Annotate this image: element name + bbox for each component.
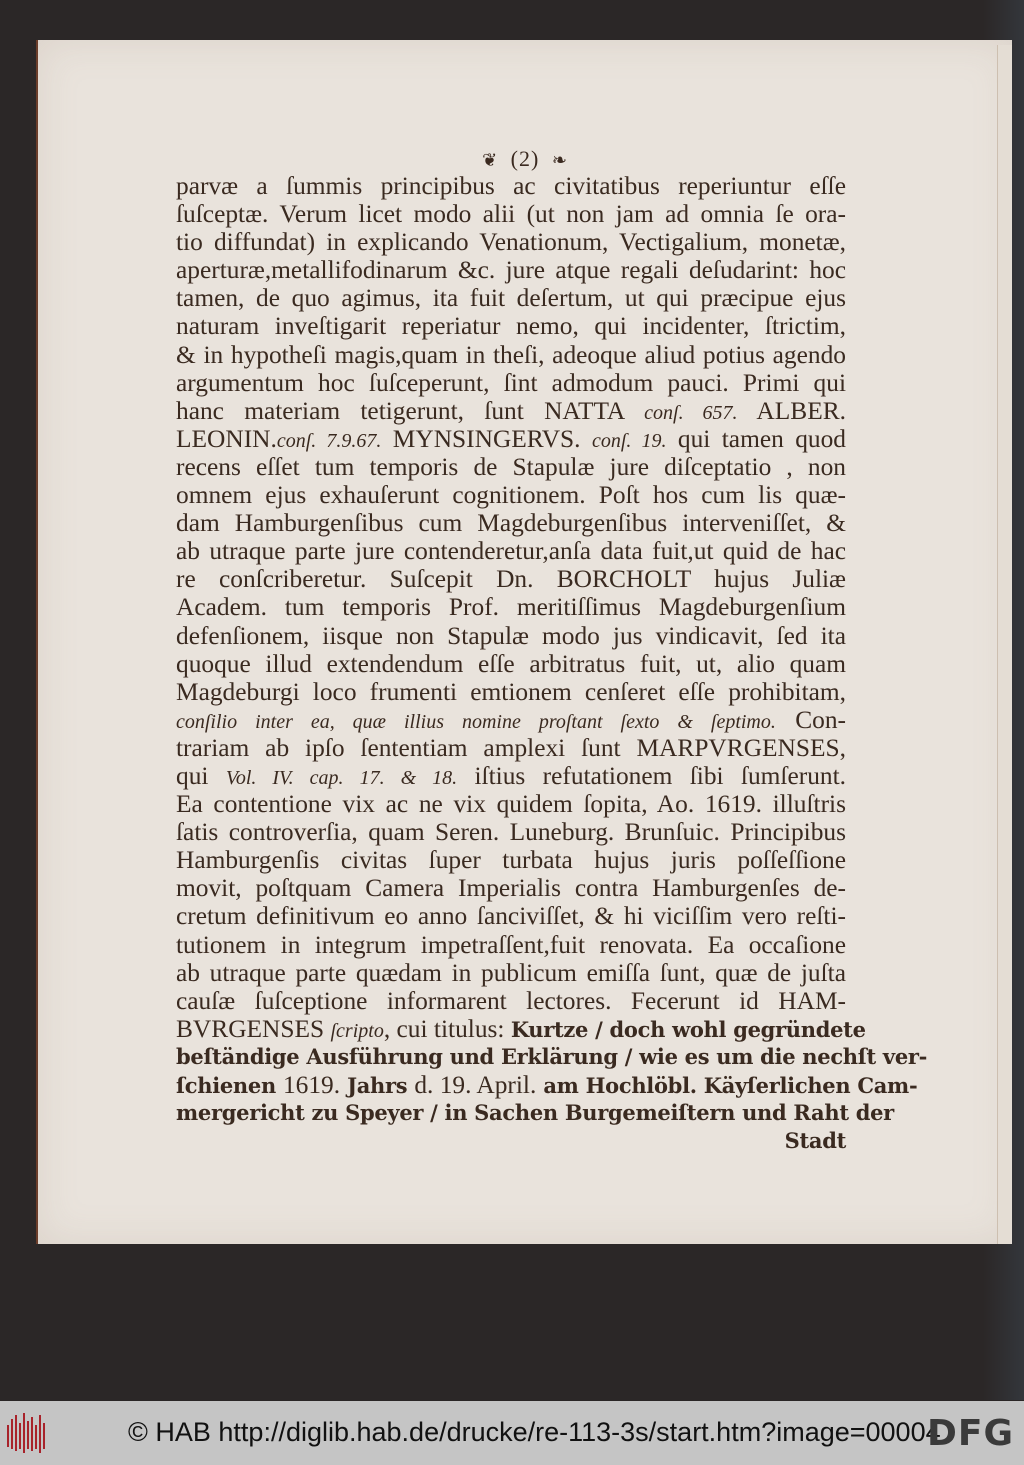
text-segment: qui tamen quod <box>666 424 846 453</box>
text-line: Ea contentione vix ac ne vix quidem ſopita, Ao. 1619. illuſtris <box>176 790 846 819</box>
text-line: & in hypotheſi magis,quam in theſi, adeoque aliud potius agendo <box>176 340 846 369</box>
citation: conſ. 657. <box>644 401 738 424</box>
text-line: ab utraque parte jure contenderetur,anſa data fuit,ut quid de hac <box>176 537 846 566</box>
fraktur-title: Jahrs <box>340 1073 415 1098</box>
text-segment: ALBER. <box>737 396 846 425</box>
text-line: naturam inveſtigarit reperiatur nemo, qui incidenter, ſtrictim, <box>176 312 846 341</box>
text-line: tio diffundat) in explicando Venationum, Vectigalium, monetæ, <box>176 228 846 257</box>
text-line: argumentum hoc ſuſceperunt, ſint admodum pauci. Primi qui <box>176 368 846 397</box>
text-line <box>176 425 846 453</box>
text-segment: LEONIN. <box>176 424 277 453</box>
text-line: defenſionem, iisque non Stapulæ modo jus vindicavit, ſed ita <box>176 621 846 650</box>
catchword: Stadt <box>784 1128 846 1154</box>
text-line: cauſæ ſuſceptione informarent lectores. Fecerunt id HAM- <box>176 986 846 1015</box>
text-line <box>176 1014 866 1043</box>
text-line: tamen, de quo agimus, ita fuit deſertum, ut qui præcipue ejus <box>176 284 846 313</box>
text-line: recens eſſet tum temporis de Stapulæ jure diſceptatio , non <box>176 452 846 481</box>
text-segment: iſtius refutationem ſibi ſumſerunt. <box>457 761 846 790</box>
text-line: cretum definitivum eo anno ſanciviſſet, & hi viciſſim vero reſti- <box>176 902 846 931</box>
text-segment: BVRGENSES <box>176 1014 331 1043</box>
citation: Vol. IV. cap. 17. & 18. <box>225 766 458 789</box>
citation: ſcripto <box>330 1019 384 1042</box>
text-line: tutionem in integrum impetraſſent,fuit renovata. Ea occaſione <box>176 930 846 959</box>
hab-barcode-logo-icon <box>6 1411 46 1455</box>
copyright-url-link[interactable]: © HAB http://diglib.hab.de/drucke/re-113-3s/start.htm?image=00004 <box>128 1417 941 1447</box>
text-segment: d. 19. April. <box>414 1071 537 1099</box>
text-segment: Con- <box>775 705 846 734</box>
dfg-logo: DFG <box>926 1413 1014 1454</box>
body-text <box>176 172 928 1155</box>
text-segment: 1619. <box>282 1071 341 1099</box>
fraktur-title: ſchienen <box>176 1073 283 1098</box>
text-line: re conſcriberetur. Suſcepit Dn. BORCHOLT hujus Juliæ <box>176 565 846 594</box>
text-segment: MYNSINGERVS. <box>381 424 592 453</box>
citation: conſ. 19. <box>591 429 667 452</box>
text-line: Hamburgenſis civitas ſuper turbata hujus juris poſſeſſione <box>176 846 846 875</box>
text-line: ab utraque parte quædam in publicum emiſſa ſunt, quæ de juſta <box>176 958 846 987</box>
page-fold-line <box>997 45 998 1244</box>
text-line: trariam ab ipſo ſententiam amplexi ſunt MARPVRGENSES, <box>176 733 846 762</box>
text-line: omnem ejus exhauſerunt cognitionem. Poſt hos cum lis quæ- <box>176 481 846 510</box>
citation: conſilio inter ea, quæ illius nomine proſtant ſexto & ſeptimo. <box>176 710 776 733</box>
text-line <box>176 397 846 425</box>
text-segment: qui <box>176 761 226 790</box>
text-segment: , cui titulus: <box>383 1014 511 1043</box>
text-line <box>176 1071 918 1099</box>
page-number-header <box>38 146 1012 172</box>
text-line: quoque illud extendendum eſſe arbitratus fuit, ut, alio quam <box>176 649 846 678</box>
fraktur-title: Kurtze / doch wohl gegründete <box>510 1016 866 1042</box>
text-line: dam Hamburgenſibus cum Magdeburgenſibus interveniſſet, & <box>176 509 846 538</box>
fleuron-left-icon: ❦ <box>482 150 499 171</box>
fraktur-title: am Hochlöbl. Käyſerlichen Cam- <box>536 1073 918 1098</box>
footer-bar <box>0 1401 1024 1465</box>
text-line: Academ. tum temporis Prof. meritiſſimus Magdeburgenſium <box>176 593 846 622</box>
text-line: movit, poſtquam Camera Imperialis contra Hamburgenſes de- <box>176 874 846 903</box>
text-line: Magdeburgi loco frumenti emtionem cenſeret eſſe prohibitam, <box>176 677 846 706</box>
fraktur-title-line: mergericht zu Speyer / in Sachen Burgemeiſtern und Raht der <box>176 1100 894 1126</box>
book-page <box>36 40 1012 1244</box>
text-line: parvæ a ſummis principibus ac civitatibus reperiuntur eſſe <box>176 172 846 200</box>
fraktur-title-line: beſtändige Ausführung und Erklärung / wie es um die nechſt ver- <box>176 1043 928 1069</box>
page-fold-flap <box>998 45 1012 1244</box>
page-number: (2) <box>510 146 540 171</box>
fleuron-right-icon: ❧ <box>551 150 568 171</box>
text-line: ſuſceptæ. Verum licet modo alii (ut non jam ad omnia ſe ora- <box>176 200 846 229</box>
citation: conſ. 7.9.67. <box>276 429 382 452</box>
text-segment: hanc materiam tetigerunt, ſunt NATTA <box>176 396 645 425</box>
text-line <box>176 706 846 734</box>
text-line: ſatis controverſia, quam Seren. Luneburg. Brunſuic. Principibus <box>176 818 846 847</box>
text-line: aperturæ,metallifodinarum &c. jure atque regali deſudarint: hoc <box>176 256 846 285</box>
text-line <box>176 762 846 790</box>
